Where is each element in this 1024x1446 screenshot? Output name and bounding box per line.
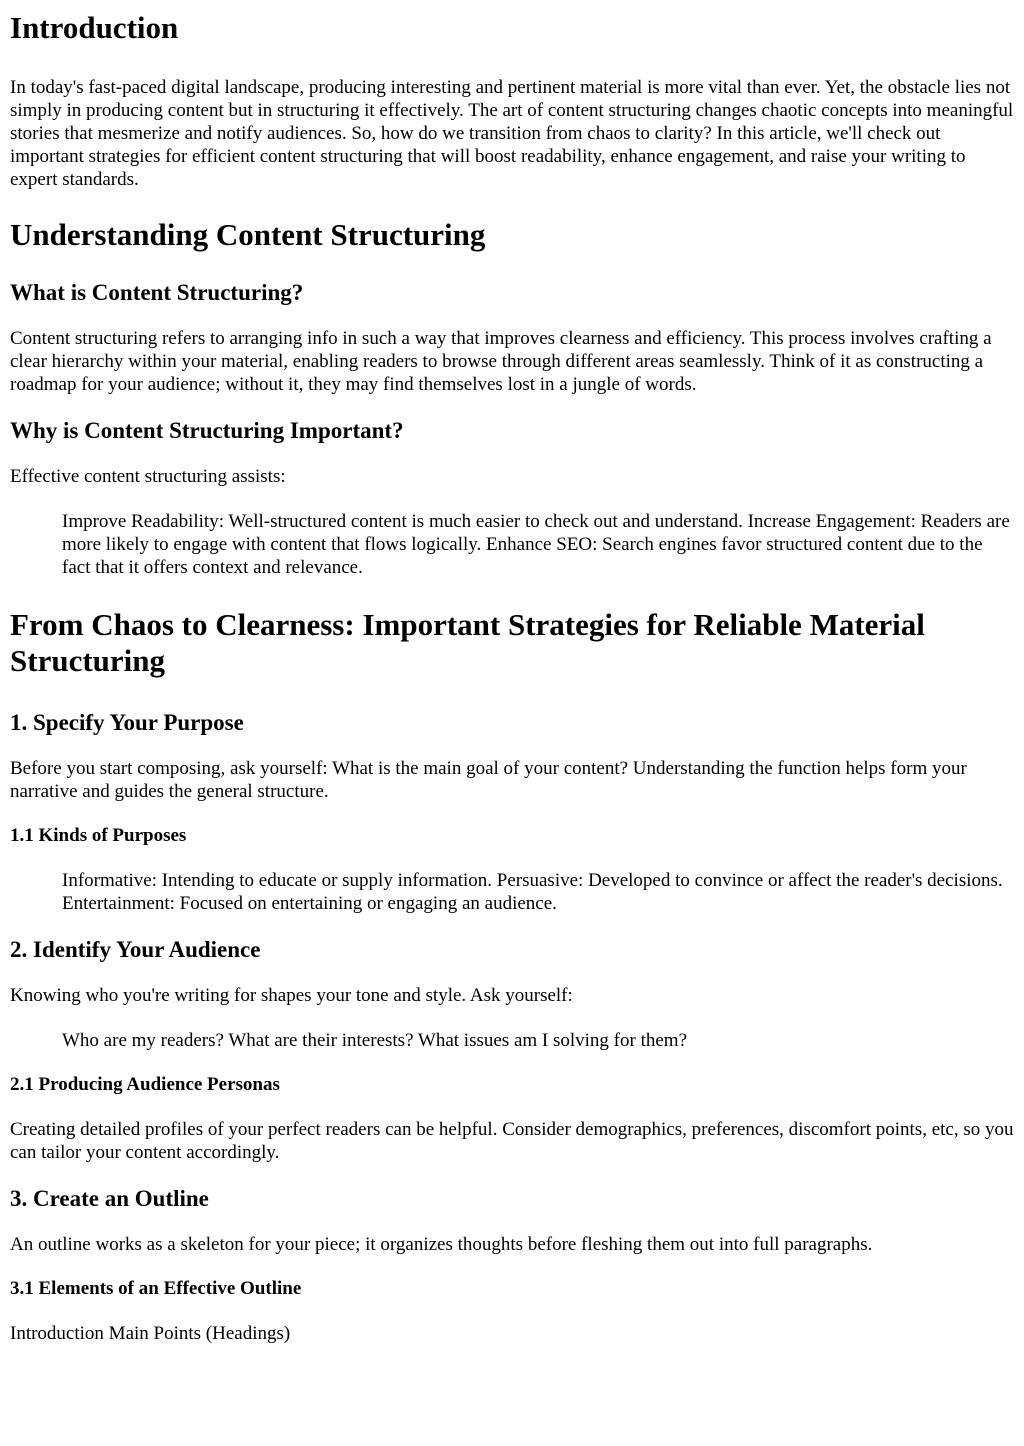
- outline-elements-paragraph: Introduction Main Points (Headings): [10, 1323, 291, 1344]
- specify-purpose-paragraph: Before you start composing, ask yourself: What is the main goal of your content? Understanding the function helps form your narrative and guides the general structure.: [10, 758, 967, 802]
- identify-audience-paragraph: Knowing who you're writing for shapes your tone and style. Ask yourself:: [10, 985, 573, 1006]
- why-paragraph: Effective content structuring assists:: [10, 466, 286, 487]
- create-outline-heading: 3. Create an Outline: [10, 1186, 209, 1211]
- why-heading: Why is Content Structuring Important?: [10, 418, 404, 443]
- introduction-heading: Introduction: [10, 10, 179, 45]
- specify-purpose-heading: 1. Specify Your Purpose: [10, 710, 244, 735]
- create-outline-paragraph: An outline works as a skeleton for your piece; it organizes thoughts before fleshing them out into full paragraphs.: [10, 1234, 873, 1255]
- what-is-paragraph: Content structuring refers to arranging info in such a way that improves clearness and efficiency. This process involves crafting a clear hierarchy within your material, enabling readers to browse through different areas seamlessly. Think of it as constructing a roadmap for your audience; without it, they may find themselves lost in a jungle of words.: [10, 328, 992, 395]
- why-benefits-quote: Improve Readability: Well-structured content is much easier to check out and understand. Increase Engagement: Readers are more likely to engage with content that flows logically. Enhance SEO: Search engines favor structured content due to the fact that it offers context and relevance.: [62, 511, 1010, 578]
- strategies-heading: From Chaos to Clearness: Important Strategies for Reliable Material Structuring: [10, 607, 925, 678]
- kinds-of-purposes-heading: 1.1 Kinds of Purposes: [10, 825, 187, 846]
- what-is-heading: What is Content Structuring?: [10, 280, 304, 305]
- identify-audience-heading: 2. Identify Your Audience: [10, 937, 261, 962]
- introduction-paragraph: In today's fast-paced digital landscape, producing interesting and pertinent material is more vital than ever. Yet, the obstacle lies not simply in producing content but in structuring it effectively. The art of content structuring changes chaotic concepts into meaningful stories that mesmerize and notify audiences. So, how do we transition from chaos to clarity? In this article, we'll check out important strategies for efficient content structuring that will boost readability, enhance engagement, and raise your writing to expert standards.: [10, 77, 1014, 190]
- understanding-heading: Understanding Content Structuring: [10, 217, 486, 252]
- audience-personas-heading: 2.1 Producing Audience Personas: [10, 1074, 280, 1095]
- outline-elements-heading: 3.1 Elements of an Effective Outline: [10, 1278, 302, 1299]
- kinds-of-purposes-quote: Informative: Intending to educate or supply information. Persuasive: Developed to convince or affect the reader's decisions. Entertainment: Focused on entertaining or engaging an audience.: [62, 870, 1003, 914]
- audience-personas-paragraph: Creating detailed profiles of your perfect readers can be helpful. Consider demographics, preferences, discomfort points, etc, so you can tailor your content accordingly.: [10, 1119, 1014, 1163]
- audience-questions-quote: Who are my readers? What are their interests? What issues am I solving for them?: [62, 1030, 688, 1051]
